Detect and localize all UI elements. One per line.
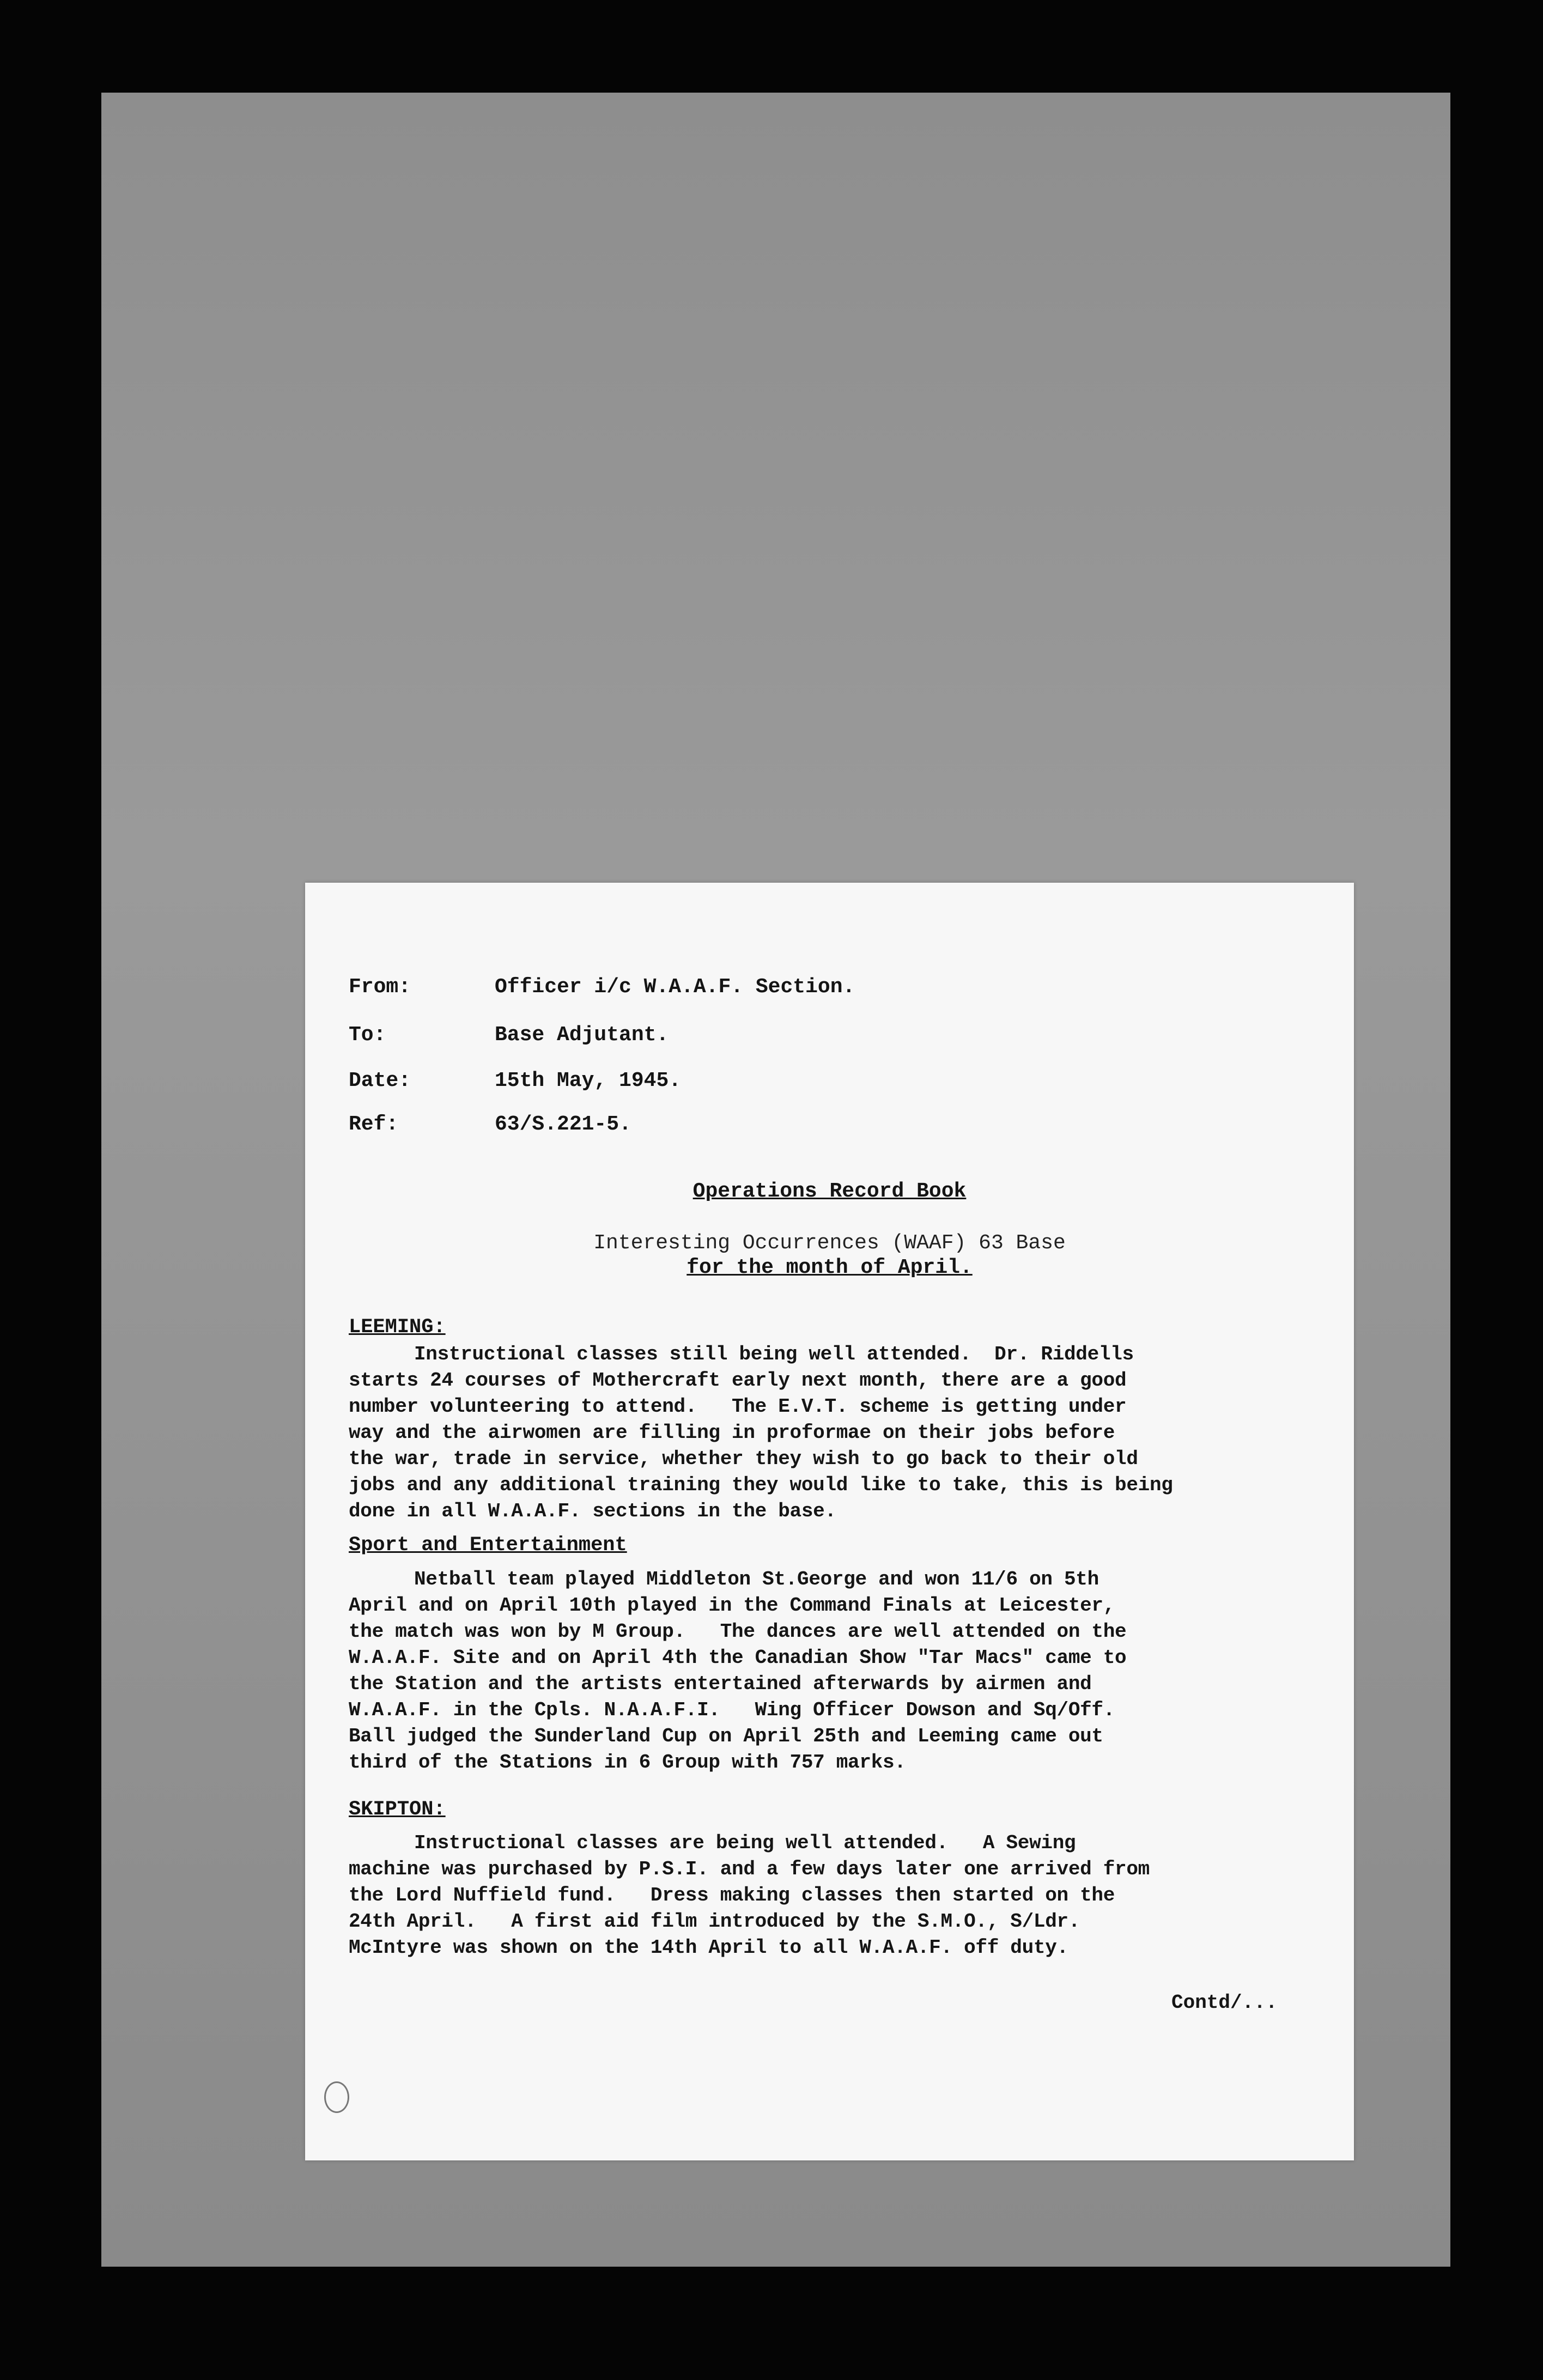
document-title: Operations Record Book [692, 1180, 967, 1203]
leeming-line: done in all W.A.A.F. sections in the base. [349, 1500, 836, 1522]
sport-line: the match was won by M Group. The dances are well attended on the [349, 1620, 1127, 1643]
leeming-line: jobs and any additional training they would like to take, this is being [349, 1474, 1173, 1496]
sport-line: third of the Stations in 6 Group with 757 marks. [349, 1751, 906, 1774]
date-value: 15th May, 1945. [495, 1069, 682, 1092]
skipton-line: the Lord Nuffield fund. Dress making classes then started on the [349, 1884, 1115, 1907]
to-value: Base Adjutant. [495, 1023, 669, 1047]
sport-line: Ball judged the Sunderland Cup on April 25th and Leeming came out [349, 1725, 1103, 1747]
leeming-line: number volunteering to attend. The E.V.T. scheme is getting under [349, 1395, 1127, 1418]
skipton-line: Instructional classes are being well attended. A Sewing [414, 1832, 1076, 1854]
sport-line: April and on April 10th played in the Command Finals at Leicester, [349, 1594, 1115, 1617]
sport-line: Netball team played Middleton St.George and won 11/6 on 5th [414, 1568, 1099, 1590]
from-label: From: [349, 975, 411, 999]
memo-page [305, 883, 1354, 2160]
ref-value: 63/S.221-5. [495, 1113, 631, 1136]
to-label: To: [349, 1023, 386, 1047]
leeming-line: starts 24 courses of Mothercraft early next month, there are a good [349, 1369, 1127, 1392]
skipton-line: 24th April. A first aid film introduced by the S.M.O., S/Ldr. [349, 1910, 1080, 1933]
leeming-line: the war, trade in service, whether they wish to go back to their old [349, 1448, 1138, 1470]
section-heading-leeming: LEEMING: [349, 1316, 446, 1339]
from-value: Officer i/c W.A.A.F. Section. [495, 975, 855, 999]
skipton-line: McIntyre was shown on the 14th April to all W.A.A.F. off duty. [349, 1936, 1068, 1959]
document-subtitle-line2: for the month of April. [687, 1256, 973, 1279]
leeming-line: Instructional classes still being well attended. Dr. Riddells [414, 1343, 1134, 1365]
leeming-line: way and the airwomen are filling in proformae on their jobs before [349, 1422, 1115, 1444]
punch-hole-mark [324, 2081, 349, 2113]
sport-line: W.A.A.F. Site and on April 4th the Canadian Show "Tar Macs" came to [349, 1647, 1127, 1669]
section-heading-skipton: SKIPTON: [349, 1798, 446, 1821]
skipton-line: machine was purchased by P.S.I. and a few days later one arrived from [349, 1858, 1150, 1880]
section-heading-sport: Sport and Entertainment [349, 1534, 627, 1557]
document-subtitle-line1: Interesting Occurrences (WAAF) 63 Base [593, 1231, 1066, 1255]
sport-line: the Station and the artists entertained afterwards by airmen and [349, 1673, 1092, 1695]
sport-line: W.A.A.F. in the Cpls. N.A.A.F.I. Wing Officer Dowson and Sq/Off. [349, 1699, 1115, 1721]
continued-marker: Contd/... [1171, 1992, 1278, 2014]
ref-label: Ref: [349, 1113, 399, 1136]
date-label: Date: [349, 1069, 411, 1092]
